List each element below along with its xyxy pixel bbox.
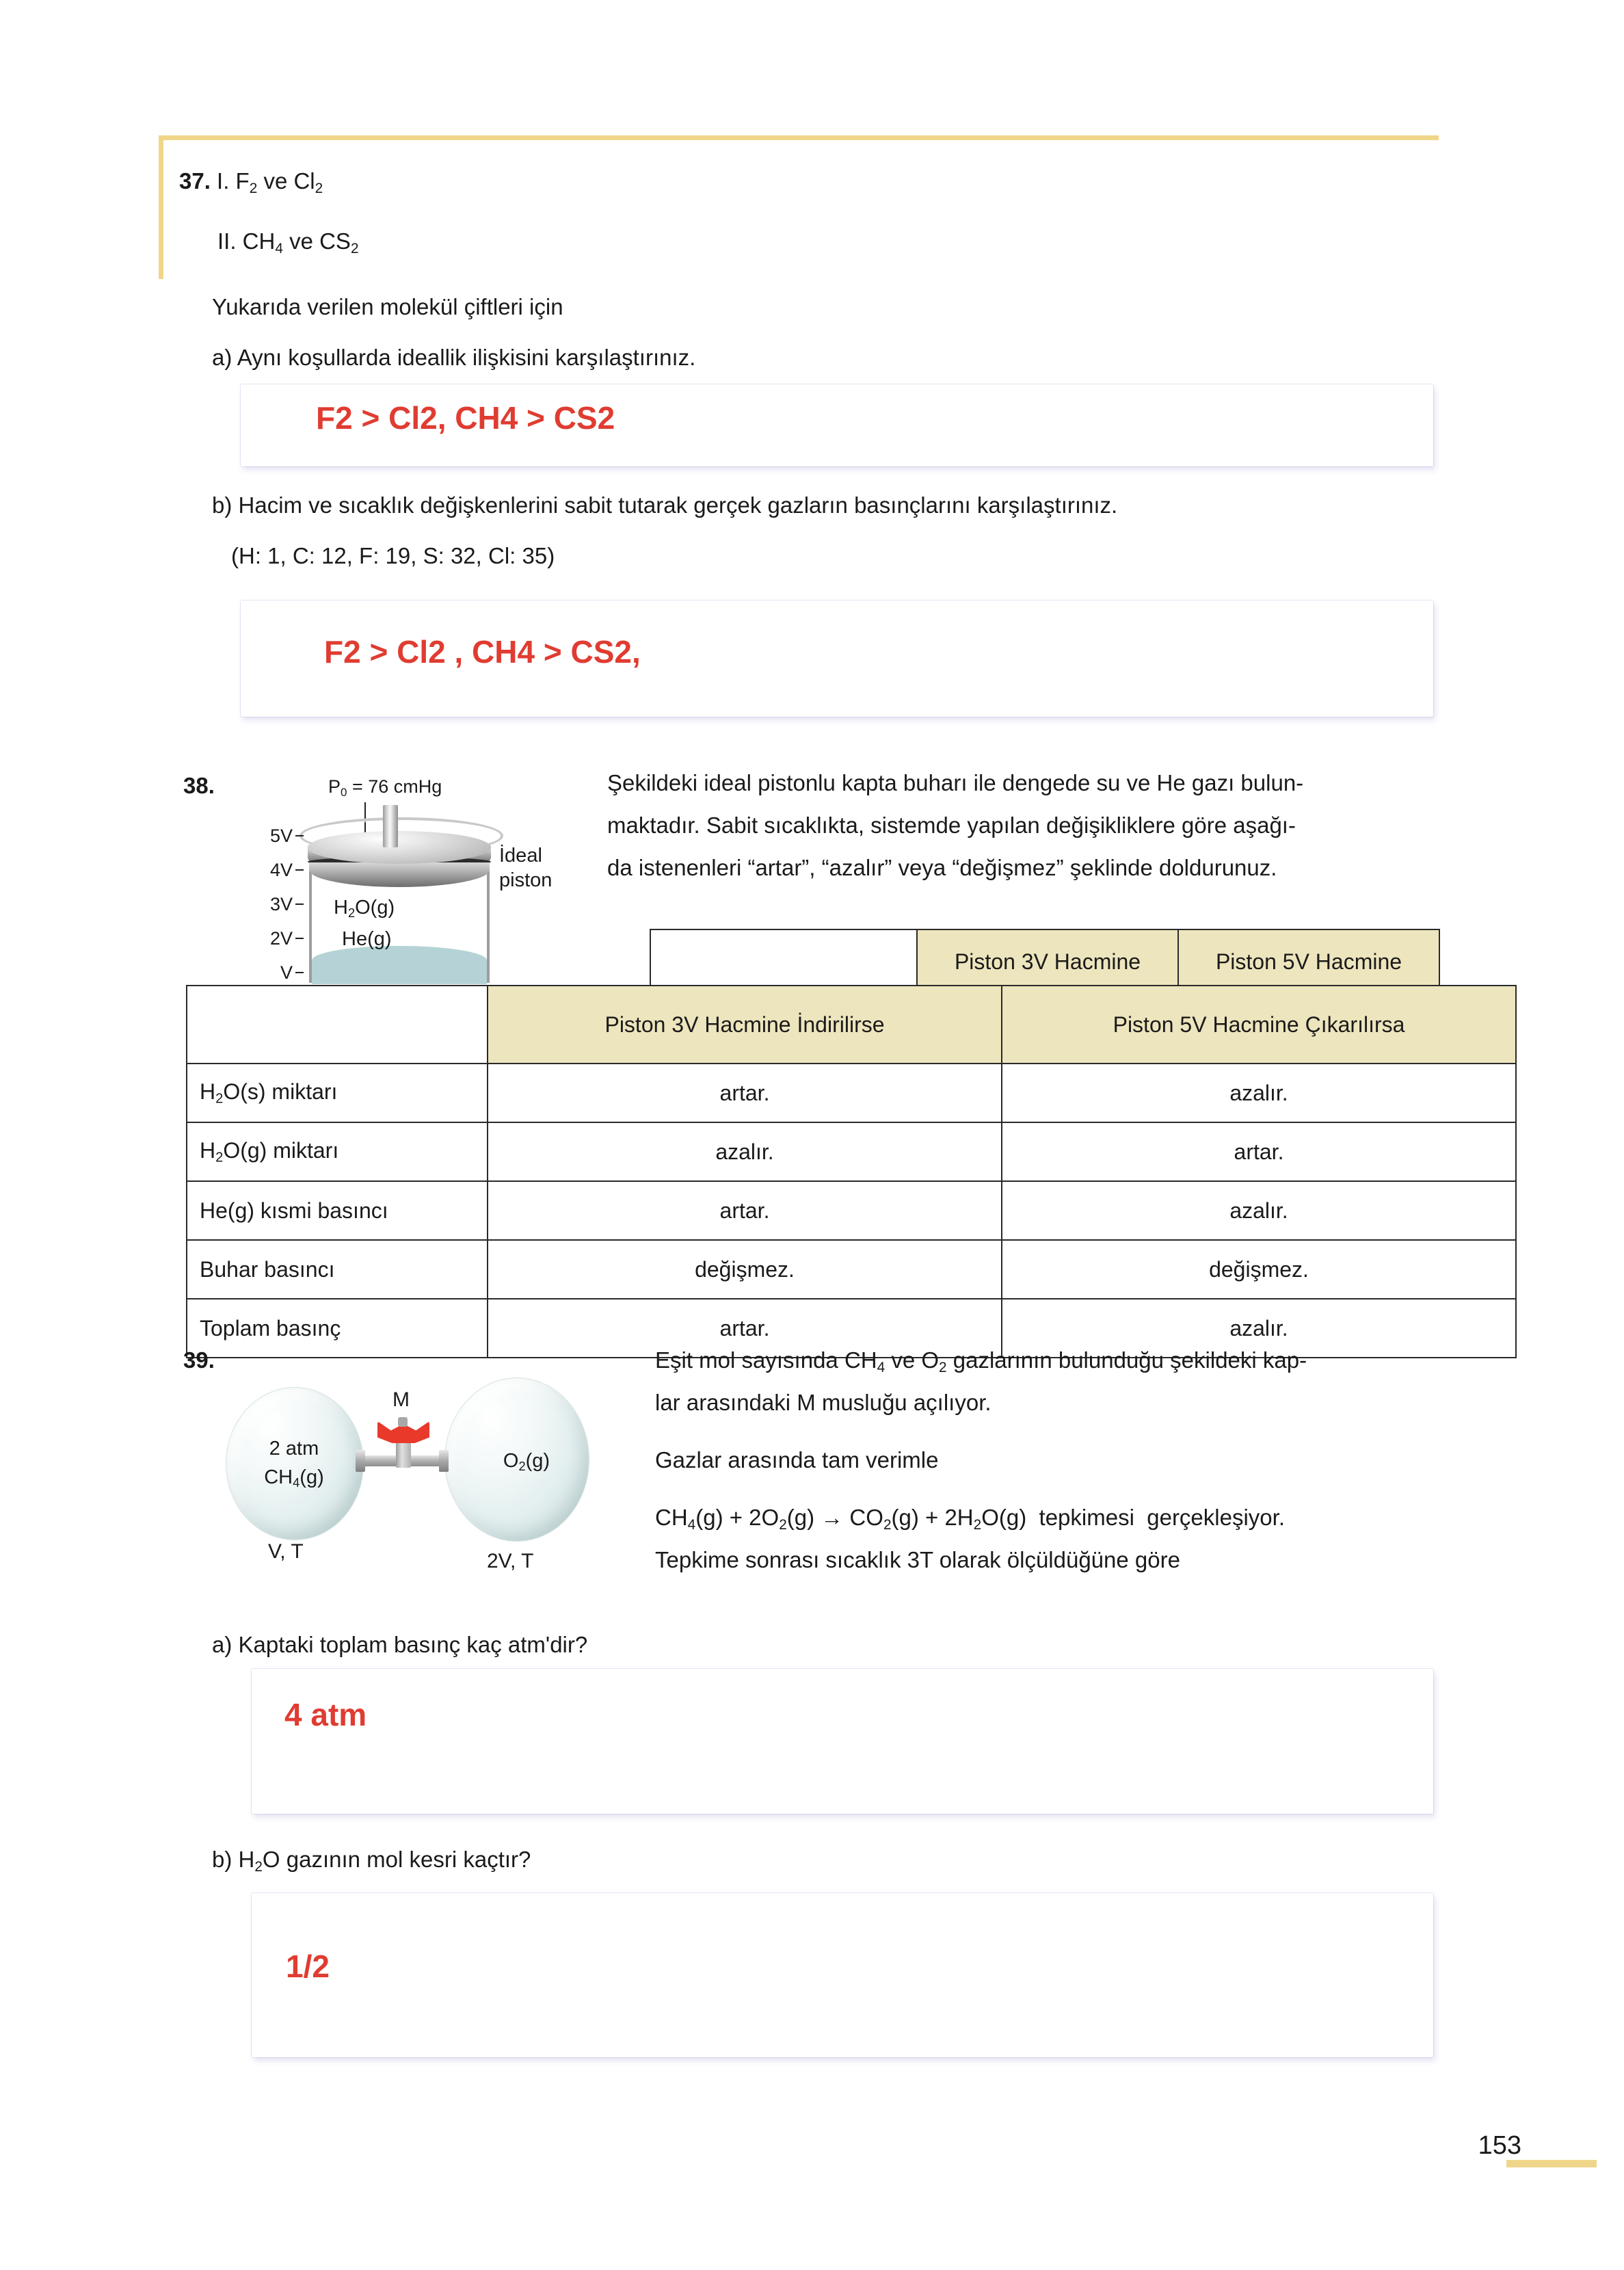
piston-rod	[383, 805, 398, 847]
cell-he-5v: azalır.	[1002, 1181, 1516, 1240]
tick-dash-3v	[295, 903, 304, 905]
answer-box-39a[interactable]	[252, 1669, 1433, 1814]
tick-dash-4v	[295, 869, 304, 871]
question-38-text-line-3: da istenenleri “artar”, “azalır” veya “değişmez” şeklinde doldurunuz.	[607, 855, 1277, 880]
q37-item-2-label: II. $CH_4$ ve $CS_2$	[217, 228, 359, 256]
tick-label-5v: 5V	[269, 826, 293, 846]
question-39-text-line-2: lar arasındaki M musluğu açılıyor.	[655, 1390, 991, 1415]
table-header-piston-5v: Piston 5V Hacmine Çıkarılırsa	[1002, 986, 1516, 1064]
ideal-piston-caption-line2: piston	[499, 869, 553, 892]
question-38-number: 38.	[183, 773, 215, 798]
piston-top-face	[308, 831, 491, 864]
question-37-line-i	[179, 170, 323, 196]
tick-label-2v: 2V	[269, 928, 293, 949]
table-row	[187, 1240, 1516, 1299]
question-37-stem: Yukarıda verilen molekül çiftleri için	[212, 294, 563, 319]
question-39-text-line-3: Gazlar arasında tam verimle	[655, 1447, 939, 1473]
table-row	[187, 1122, 1516, 1181]
tick-dash-v	[295, 972, 304, 973]
question-39-part-b: b) $H_2O$ gazının mol kesri kaçtır?	[212, 1847, 531, 1875]
question-37-part-b-note: (H: 1, C: 12, F: 19, S: 32, Cl: 35)	[231, 543, 555, 568]
row-label-vapor-pressure: Buhar basıncı	[187, 1240, 488, 1299]
liquid-water	[312, 946, 487, 984]
answer-37b-text: F2 > Cl2 , CH4 > CS2,	[324, 634, 641, 670]
cell-h2o-g-5v: artar.	[1002, 1122, 1516, 1181]
question-38-piston-figure	[253, 776, 574, 1002]
flask-right-gas-label: $O_2(g)$	[503, 1450, 550, 1474]
table-row	[187, 1181, 1516, 1240]
tick-label-v: V	[280, 962, 293, 983]
question-37-part-b: b) Hacim ve sıcaklık değişkenlerini sabit tutarak gerçek gazların basınçlarını karşılaştırınız.	[212, 492, 1118, 518]
answer-39a-text: 4 atm	[284, 1697, 367, 1732]
table-corner-cell	[187, 986, 488, 1064]
bg-table-corner-cell	[650, 929, 917, 994]
tick-label-4v: 4V	[269, 860, 293, 880]
question-39-text-line-4: Tepkime sonrası sıcaklık 3T olarak ölçüldüğüne göre	[655, 1547, 1180, 1572]
cell-vapor-5v: değişmez.	[1002, 1240, 1516, 1299]
cell-total-5v: azalır.	[1002, 1299, 1516, 1358]
cell-he-3v: artar.	[488, 1181, 1002, 1240]
gas-label-water-vapor: $H_2O(g)$	[334, 897, 395, 921]
question-37-part-a: a) Aynı koşullarda ideallik ilişkisini karşılaştırınız.	[212, 345, 696, 370]
flask-left-gas-label: $CH_4(g)$	[264, 1466, 324, 1490]
page-number: 153	[1478, 2131, 1521, 2160]
table-header-piston-3v: Piston 3V Hacmine İndirilirse	[488, 986, 1002, 1064]
answer-37a-text: F2 > Cl2, CH4 > CS2	[316, 400, 615, 436]
question-38-text-line-1: Şekildeki ideal pistonlu kapta buharı ile dengede su ve He gazı bulun-	[607, 770, 1304, 795]
pipe-collar-right	[439, 1450, 449, 1472]
tick-dash-5v	[295, 835, 304, 836]
cell-h2o-s-3v: artar.	[488, 1064, 1002, 1122]
piston-external-pressure-label: $P_0 = 76$ cmHg	[328, 776, 442, 799]
question-38-text-line-2: maktadır. Sabit sıcaklıkta, sistemde yapılan değişikliklere göre aşağı-	[607, 813, 1296, 838]
valve-label-m: M	[392, 1388, 410, 1411]
question-37-number: 37.	[179, 168, 211, 194]
row-label-total-pressure: Toplam basınç	[187, 1299, 488, 1358]
question-39-flasks-figure	[226, 1361, 588, 1572]
row-label-he-partial-pressure: He(g) kısmi basıncı	[187, 1181, 488, 1240]
bg-table-header-3v: Piston 3V Hacmine	[917, 929, 1178, 994]
question-39-number: 39.	[183, 1347, 215, 1373]
valve-nub	[398, 1417, 408, 1427]
page-frame-left-rule	[159, 135, 163, 279]
tick-label-3v: 3V	[269, 894, 293, 914]
answer-box-39b[interactable]	[252, 1893, 1433, 2057]
piston-lower-face	[309, 862, 490, 887]
flask-left	[226, 1387, 364, 1540]
page-frame-top-rule	[159, 135, 1439, 140]
answer-box-37a[interactable]	[241, 384, 1433, 466]
table-row	[187, 1064, 1516, 1122]
flask-left-conditions: V, T	[268, 1540, 304, 1563]
bg-table-header-5v: Piston 5V Hacmine	[1178, 929, 1439, 994]
tick-dash-2v	[295, 938, 304, 939]
question-37-line-ii	[217, 230, 359, 256]
question-38-table	[186, 985, 1517, 1358]
ideal-piston-caption	[499, 843, 552, 893]
question-39-equation: $CH_4(g) + 2O_2(g) \to CO_2(g) + 2H_2O(g)$ tepkimesi gerçekleşiyor.	[655, 1505, 1285, 1533]
answer-39b-text: 1/2	[286, 1949, 330, 1984]
pipe-collar-left	[356, 1450, 365, 1472]
answer-box-37b[interactable]	[241, 601, 1433, 717]
gas-label-helium: He(g)	[342, 928, 392, 950]
question-39-text-line-1: Eşit mol sayısında $CH_4$ ve $O_2$ gazlarının bulunduğu şekildeki kap-	[655, 1347, 1307, 1375]
ideal-piston-caption-line1: İdeal	[499, 845, 542, 867]
table-header-row	[187, 986, 1516, 1064]
cell-total-3v: artar.	[488, 1299, 1002, 1358]
flask-left-pressure-label: 2 atm	[269, 1438, 319, 1460]
cell-h2o-s-5v: azalır.	[1002, 1064, 1516, 1122]
flask-right-conditions: 2V, T	[487, 1550, 534, 1572]
q37-item-1-label: I. $F_2$ ve $Cl_2$	[217, 168, 323, 196]
cell-h2o-g-3v: azalır.	[488, 1122, 1002, 1181]
page-number-rule	[1506, 2160, 1597, 2167]
row-label-h2o-g: $H_2O(g)$ miktarı	[187, 1122, 488, 1181]
cell-vapor-3v: değişmez.	[488, 1240, 1002, 1299]
question-39-part-a: a) Kaptaki toplam basınç kaç atm'dir?	[212, 1632, 588, 1657]
row-label-h2o-s: $H_2O(s)$ miktarı	[187, 1064, 488, 1122]
